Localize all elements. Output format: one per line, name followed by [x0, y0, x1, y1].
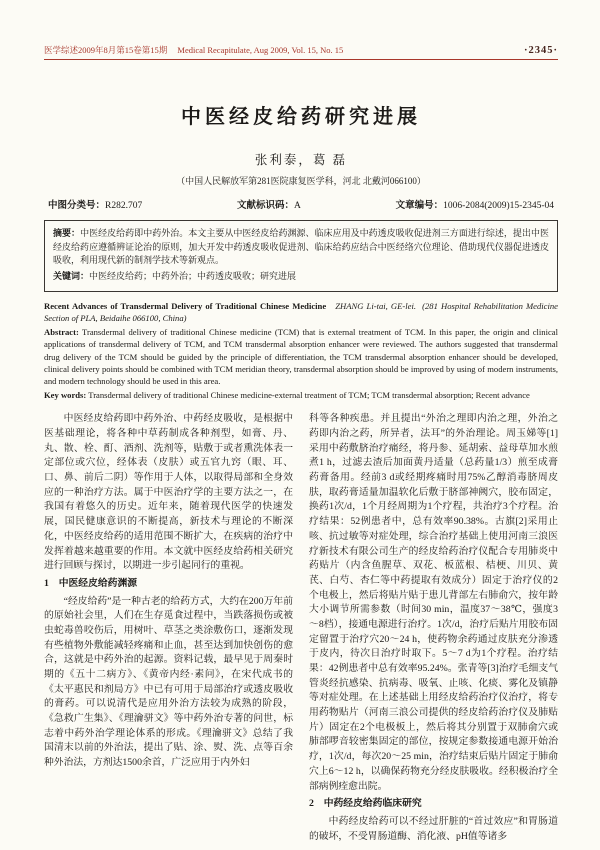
article-id-value: 1006-2084(2009)15-2345-04	[443, 201, 554, 211]
section-2-paragraph: 中药经皮给药可以不经过肝脏的“首过效应”和胃肠道的破坏，不受胃肠道酶、消化液、pH值等诸多	[309, 815, 558, 842]
meta-line	[44, 197, 558, 211]
journal-info-cn: 医学综述2009年8月第15卷第15期	[44, 45, 168, 55]
en-affiliation: (281 Hospital Rehabilitation Medicine Section of PLA, Beidaihe 066100, China)	[44, 300, 558, 323]
en-authors: ZHANG Li-tai, GE-lei.	[335, 300, 416, 311]
page-number: ·2345·	[523, 45, 558, 56]
affiliation: （中国人民解放军第281医院康复医学科，河北 北戴河066100）	[176, 176, 426, 186]
en-title-line	[44, 300, 558, 324]
clc-number	[48, 197, 142, 211]
document-code	[237, 197, 301, 211]
section-2-heading: 2 中药经皮给药临床研究	[309, 798, 422, 810]
section-1-paragraph: “经皮给药”是一种古老的给药方式，大约在200万年前的原始社会里，人们在生存觅食过程中，当跌落损伤或被虫蛇毒兽咬伤后，用树叶、草茎之类涂敷伤口，逐渐发现有些植物外敷能减轻疼痛和止血，甚至达到加快创伤的愈合，这就是中药外治的起源。资料记载，最早见于周秦时期的《五十二病方》、《黄帝内经·素问》，在宋代成书的《太平惠民和剂局方》中已有可用于局部治疗或透皮吸收的膏药。可以说清代是应用外治方法较为成熟的阶段，《急救广生集》、《理瀹骈文》等中药外治专著的问世，标志着中药外治学理论体系的形成。《理瀹骈文》总结了我国清末以前的外治法，提出了贴、涂、熨、洗、点等百余种外治法，方剂达1500余首，广泛应用于内外妇	[44, 595, 293, 769]
cn-abstract-label: 摘要：	[53, 228, 81, 238]
en-keywords-label: Key words:	[44, 390, 87, 401]
en-title: Recent Advances of Transdermal Delivery of Traditional Chinese Medicine	[44, 300, 327, 311]
clc-label: 中图分类号：	[48, 201, 106, 211]
english-abstract-block	[44, 300, 558, 402]
header-divider	[44, 59, 558, 60]
cn-abstract-text: 中医经皮给药即中药外治。本文主要从中医经皮给药渊源、临床应用及中药透皮吸收促进剂三方面进行综述，提出中医经皮给药应遵循辨证论治的原则，加大开发中药透皮吸收促进剂、临床给药应结合中医经络穴位理论、借助现代仪器促进透皮吸收，利用现代新的制剂学技术等新观点。	[53, 228, 549, 266]
document-code-label: 文献标识码：	[237, 201, 295, 211]
en-abstract	[44, 326, 558, 387]
intro-paragraph: 中医经皮给药即中药外治、中药经皮吸收，是根据中医基础理论，将各种中草药制成各种剂型，如膏、丹、丸、散、栓、酊、酒剂、洗剂等，贴敷于或者熏洗体表一定部位或穴位，经体表（皮肤）或五官九窍（眼、耳、口、鼻、前后二阴）等作用于人体，以取得局部和全身效应的一种治疗方法。属于中医治疗学的主要方法之一，在我国有着悠久的历史。近年来，随着现代医学的快速发展，国民健康意识的不断提高，新技术与理论的不断深化，中医经皮给药的适用范围不断扩大，在疾病的治疗中发挥着越来越重要的作用。本文就中医经皮给药相关研究进行回顾与探讨，以期进一步引起同行的重视。	[44, 413, 293, 572]
journal-header	[44, 44, 558, 56]
article-id-label: 文章编号：	[395, 201, 444, 211]
article-id	[396, 197, 554, 211]
right-column	[309, 412, 558, 842]
journal-info	[44, 44, 343, 56]
cn-keywords-text: 中医经皮给药；中药外治；中药透皮吸收；研究进展	[89, 271, 297, 282]
clc-value: R282.707	[105, 201, 143, 211]
cn-keywords-label: 关键词：	[53, 271, 90, 282]
en-keywords	[44, 389, 558, 401]
en-abstract-text: Transdermal delivery of traditional Chinese medicine (TCM) that is external treatment of TCM. In this paper, the origin and clinical applications of transdermal delivery of TCM, and TCM transdermal absorption enhancer were reviewed. The authors suggested that transdermal drug delivery of the TCM should be guided by the principle of differentiation, the TCM transdermal absorption enhancer should be developed, clinical delivery points should be combined with TCM meridian theory, transdermal absorption should be improved by using of modern instruments, and modern technology should be used in this area.	[44, 327, 559, 386]
document-code-value: A	[294, 201, 301, 211]
section-1-continued-paragraph: 科等各种疾患。并且提出“外治之理即内治之理，外治之药即内治之药，所异者，法耳”的外治理论。周玉娣等[1]采用中药敷脐治疗痛经，将丹参、延胡索、益母草加水煎煮1 h，过滤去渣后加面黄丹适量（总药量1/3）煎至成膏药膏备用。经前3 d或经期疼痛时用75%乙醇消毒脐周皮肤，取药膏适量加温软化后敷于脐部神阙穴，胶布固定，换药1次/d，1个月经周期为1个疗程，共治疗3个疗程。治疗结果：52例患者中，总有效率90.38%。古旗[2]采用止咳、抗过敏等对症处理，综合治疗基础上使用河南三浪医疗新技术有限公司生产的经皮给药治疗仪配合专用肺炎中药贴片（内含鱼腥草、双花、板蓝根、桔梗、川贝、黄芪、白芍、杏仁等中药提取有效成分）固定于治疗仪的2个电极上，然后将贴片贴于患儿背部左右肺俞穴，按年龄大小调节所需参数（时间30 min，温度37～38℃，强度3～8档），接通电源进行治疗。1次/d，治疗后贴片用胶布固定留置于治疗穴20～24 h，使药物余药通过皮肤充分渗透于皮内，待次日治疗时取下。5～7 d为1个疗程。治疗结果：42例患者中总有效率95.24%。张青等[3]治疗毛细支气管炎经抗感染、抗病毒、吸氧、止咳、化痰、雾化及镇静等对症处理。在上述基础上用经皮给药治疗仪治疗，将专用药物贴片（河南三浪公司提供的经皮给药治疗仪及肺贴片）固定在2个电极板上，然后将其分别置于双肺俞穴或肺部啰音较密集固定的部位，按规定参数接通电源开始治疗，1次/d，每次20～25 min，治疗结束后贴片固定于肺俞穴上6～12 h，以确保药物充分经皮肤吸收。经积极治疗全部病例痊愈出院。	[309, 413, 558, 792]
en-keywords-text: Transdermal delivery of traditional Chinese medicine-external treatment of TCM; TCM transdermal absorption; Recent advance	[88, 390, 530, 401]
abstract-box	[44, 220, 558, 292]
authors: 张利泰，葛 磊	[254, 153, 348, 167]
body-columns	[44, 412, 558, 842]
cn-keywords	[53, 270, 549, 284]
cn-abstract	[53, 227, 549, 268]
en-abstract-label: Abstract:	[44, 327, 79, 338]
left-column	[44, 412, 293, 814]
journal-info-en: Medical Recapitulate, Aug 2009, Vol. 15, No. 15	[177, 45, 344, 55]
section-1-heading: 1 中医经皮给药渊源	[44, 577, 138, 589]
article-title: 中医经皮给药研究进展	[181, 106, 421, 128]
